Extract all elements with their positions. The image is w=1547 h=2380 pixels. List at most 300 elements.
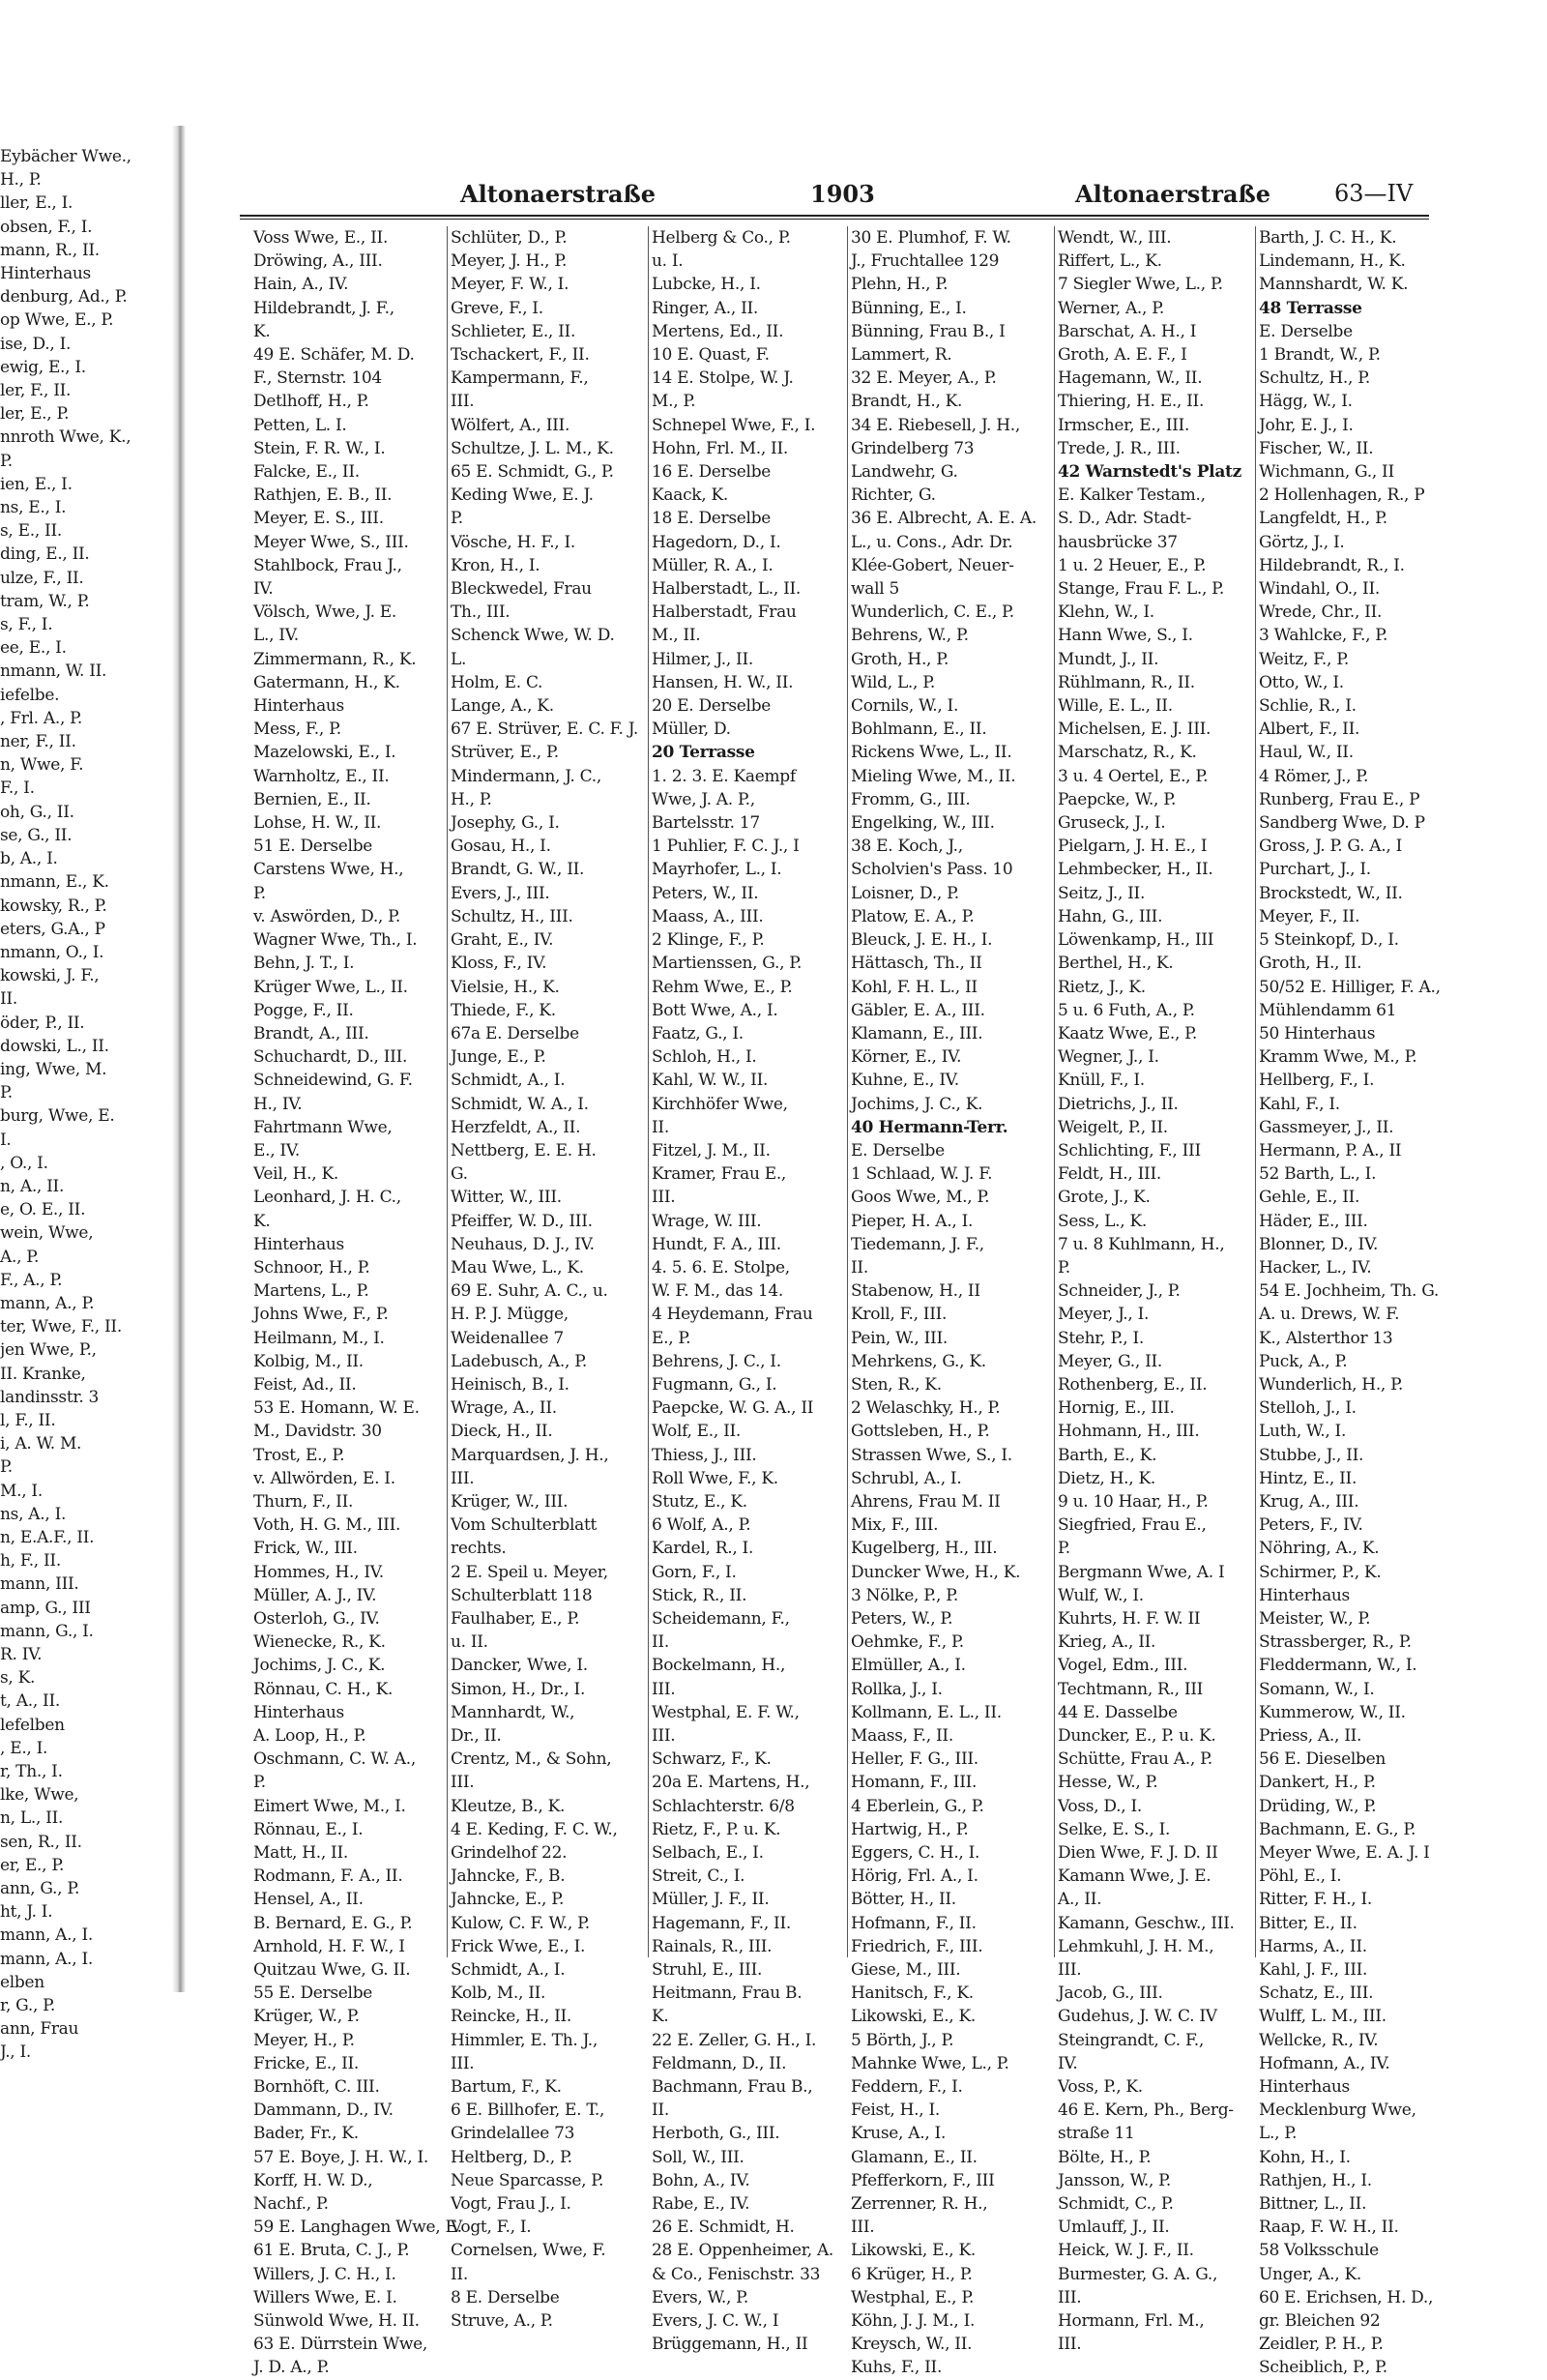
directory-entry: Quitzau Wwe, G. II.	[253, 1960, 411, 1981]
directory-entry: P.	[1058, 1539, 1070, 1559]
left-page-line: s, F., I.	[0, 615, 53, 635]
directory-entry: Schulterblatt 118	[451, 1585, 593, 1605]
directory-entry: Evers, J., III.	[451, 883, 550, 903]
directory-entry: Wölfert, A., III.	[451, 415, 570, 435]
directory-entry: Kahl, F., I.	[1259, 1094, 1340, 1114]
directory-entry: Strassberger, R., P.	[1259, 1632, 1412, 1653]
directory-entry: Mayrhofer, L., I.	[652, 860, 782, 880]
directory-entry: L., IV.	[253, 626, 299, 646]
directory-entry: Kugelberg, H., III.	[851, 1539, 998, 1559]
directory-entry: 2 Welaschky, H., P.	[851, 1398, 1001, 1419]
directory-entry: Hartwig, H., P.	[851, 1819, 969, 1839]
left-page-line: P.	[0, 451, 13, 471]
directory-entry: P.	[253, 883, 266, 903]
directory-entry: J. D. A., P.	[253, 2358, 330, 2378]
directory-entry: Müller, J. F., II.	[652, 1890, 770, 1910]
directory-entry: Mieling Wwe, M., II.	[851, 766, 1016, 786]
directory-entry: Mindermann, J. C.,	[451, 766, 601, 786]
directory-entry: Landwehr, G.	[851, 462, 958, 483]
left-page-fragment	[0, 145, 172, 2063]
directory-entry: 53 E. Homann, W. E.	[253, 1398, 420, 1419]
directory-entry: Wild, L., P.	[851, 672, 936, 692]
left-page-line: eters, G.A., P	[0, 919, 105, 939]
directory-entry: Westphal, E. F. W.,	[652, 1702, 800, 1722]
directory-entry: Meyer, G., II.	[1058, 1351, 1163, 1371]
directory-column-6	[1259, 226, 1450, 2378]
directory-entry: Wrede, Chr., II.	[1259, 602, 1383, 623]
directory-entry: Schmidt, A., I.	[451, 1960, 566, 1981]
header-right-title: Altonaerstraße	[1075, 180, 1271, 208]
directory-entry: Hättasch, Th., II	[851, 954, 982, 974]
left-page-line: ann, G., P.	[0, 1879, 80, 1899]
directory-entry: Bötter, H., II.	[851, 1890, 956, 1910]
directory-entry: Kollmann, E. L., II.	[851, 1702, 1002, 1722]
directory-entry: Heller, F. G., III.	[851, 1749, 978, 1770]
directory-entry: Gudehus, J. W. C. IV	[1058, 2007, 1217, 2027]
directory-entry: Kohn, H., I.	[1259, 2147, 1351, 2167]
directory-entry: II.	[652, 2101, 669, 2121]
directory-entry: Hagemann, F., II.	[652, 1913, 791, 1933]
directory-entry: 5 Steinkopf, D., I.	[1259, 930, 1399, 951]
directory-entry: III.	[652, 1726, 676, 1746]
directory-entry: Jahncke, F., B.	[451, 1866, 566, 1887]
left-page-line: n, E.A.F., II.	[0, 1527, 95, 1547]
directory-entry: Wille, E. L., II.	[1058, 696, 1173, 717]
left-page-line: lke, Wwe,	[0, 1785, 79, 1806]
left-page-line: sen, R., II.	[0, 1832, 82, 1852]
directory-entry: Barschat, A. H., I	[1058, 321, 1197, 341]
directory-column-1	[253, 226, 462, 2378]
directory-entry: Stelloh, J., I.	[1259, 1398, 1357, 1419]
directory-entry: Hinterhaus	[1259, 1585, 1350, 1605]
directory-entry: Evers, W., P.	[652, 2287, 748, 2307]
directory-entry: Werner, A., P.	[1058, 298, 1165, 318]
directory-entry: Richter, G.	[851, 485, 936, 506]
directory-entry: Scheiblich, P., P.	[1259, 2358, 1387, 2378]
directory-entry: Bleuck, J. E. H., I.	[851, 930, 993, 951]
directory-entry: Schütte, Frau A., P.	[1058, 1749, 1212, 1770]
directory-entry: Hohn, Frl. M., II.	[652, 438, 788, 458]
directory-entry: Eggers, C. H., I.	[851, 1843, 980, 1864]
directory-entry: Simon, H., Dr., I.	[451, 1679, 586, 1699]
directory-entry: 22 E. Zeller, G. H., I.	[652, 2030, 817, 2050]
directory-entry: Lehmkuhl, J. H. M.,	[1058, 1936, 1214, 1956]
left-page-line: P.	[0, 1083, 13, 1103]
directory-entry: Neuhaus, D. J., IV.	[451, 1234, 595, 1254]
left-page-line: mann, A., P.	[0, 1293, 95, 1313]
directory-entry: Hilmer, J., II.	[652, 649, 753, 669]
left-page-line: ter, Wwe, F., II.	[0, 1317, 122, 1337]
directory-entry: Struve, A., P.	[451, 2311, 553, 2332]
directory-entry: Mehrkens, G., K.	[851, 1351, 986, 1371]
directory-entry: 1 Puhlier, F. C. J., I	[652, 837, 800, 857]
directory-entry: Grindelberg 73	[851, 438, 975, 458]
left-page-line: F., A., P.	[0, 1270, 63, 1290]
directory-entry: Behrens, W., P.	[851, 626, 969, 646]
directory-entry: Rodmann, F. A., II.	[253, 1866, 403, 1887]
directory-entry: 4 Eberlein, G., P.	[851, 1796, 984, 1816]
directory-entry: Hann Wwe, S., I.	[1058, 626, 1193, 646]
directory-entry: Lohse, H. W., II.	[253, 813, 382, 834]
directory-entry: Zerrenner, R. H.,	[851, 2194, 988, 2215]
directory-entry: Hofmann, A., IV.	[1259, 2053, 1390, 2073]
directory-entry: Wunderlich, C. E., P.	[851, 602, 1014, 623]
directory-entry: Martienssen, G., P.	[652, 954, 803, 974]
directory-entry: 2 E. Speil u. Meyer,	[451, 1562, 608, 1582]
directory-entry: Blonner, D., IV.	[1259, 1234, 1379, 1254]
directory-entry: Frick, W., III.	[253, 1539, 358, 1559]
directory-column-5	[1058, 226, 1253, 2355]
directory-entry: M., Davidstr. 30	[253, 1422, 382, 1442]
directory-entry: 50 Hinterhaus	[1259, 1023, 1376, 1043]
directory-entry: 60 E. Erichsen, H. D.,	[1259, 2287, 1434, 2307]
directory-entry: Schloh, H., I.	[652, 1047, 757, 1068]
directory-entry: Krüger Wwe, L., II.	[253, 977, 408, 997]
directory-entry: Krieg, A., II.	[1058, 1632, 1156, 1653]
directory-entry: Gorn, F., I.	[652, 1562, 737, 1582]
directory-entry: Müller, D.	[652, 720, 731, 740]
directory-entry: Dieck, H., II.	[451, 1422, 553, 1442]
left-page-line: b, A., I.	[0, 849, 58, 869]
directory-entry: L., u. Cons., Adr. Dr.	[851, 532, 1013, 552]
left-page-line: nmann, O., I.	[0, 942, 104, 962]
directory-entry: Willers Wwe, E. I.	[253, 2287, 397, 2307]
directory-entry: Völsch, Wwe, J. E.	[253, 602, 396, 623]
directory-entry: Gruseck, J., I.	[1058, 813, 1166, 834]
directory-entry: J., Fruchtallee 129	[851, 251, 1000, 272]
directory-entry: 4. 5. 6. E. Stolpe,	[652, 1257, 790, 1278]
directory-entry: Holm, E. C.	[451, 672, 543, 692]
directory-entry: 1 u. 2 Heuer, E., P.	[1058, 555, 1207, 575]
directory-entry: 5 u. 6 Futh, A., P.	[1058, 1000, 1195, 1020]
directory-entry: Behn, J. T., I.	[253, 954, 355, 974]
directory-entry: Schultz, H., III.	[451, 906, 573, 926]
directory-entry: Johr, E. J., I.	[1259, 415, 1354, 435]
directory-entry: Trede, J. R., III.	[1058, 438, 1181, 458]
directory-entry: K., Alsterthor 13	[1259, 1328, 1393, 1348]
left-page-line: amp, G., III	[0, 1598, 91, 1618]
directory-entry: II.	[451, 2264, 468, 2284]
directory-entry: Schnepel Wwe, F., I.	[652, 415, 816, 435]
directory-entry: 46 E. Kern, Ph., Berg-	[1058, 2101, 1234, 2121]
left-page-line: , E., I.	[0, 1738, 48, 1758]
directory-entry: Schnoor, H., P.	[253, 1257, 370, 1278]
directory-entry: Giese, M., III.	[851, 1960, 961, 1981]
left-page-line: M., I.	[0, 1481, 43, 1501]
directory-entry: Martens, L., P.	[253, 1281, 369, 1302]
directory-entry: Vogel, Edm., III.	[1058, 1656, 1188, 1676]
directory-entry: Kruse, A., I.	[851, 2124, 947, 2144]
directory-entry: Dankert, H., P.	[1259, 1773, 1376, 1793]
directory-entry: 6 E. Billhofer, E. T.,	[451, 2101, 605, 2121]
directory-entry: Voss, D., I.	[1058, 1796, 1142, 1816]
directory-entry: Bohlmann, E., II.	[851, 720, 987, 740]
directory-entry: Kaack, K.	[652, 485, 729, 506]
directory-entry: 3 Nölke, P., P.	[851, 1585, 959, 1605]
directory-entry: W. F. M., das 14.	[652, 1281, 783, 1302]
left-page-line: ller, E., I.	[0, 193, 73, 214]
directory-entry: Sandberg Wwe, D. P	[1259, 813, 1425, 834]
directory-entry: E. Kalker Testam.,	[1058, 485, 1206, 506]
directory-entry: 61 E. Bruta, C. J., P.	[253, 2241, 410, 2261]
left-page-line: n, L., II.	[0, 1808, 64, 1829]
directory-entry: 5 Börth, J., P.	[851, 2030, 954, 2050]
directory-entry: Raap, F. W. H., II.	[1259, 2218, 1399, 2238]
directory-entry: Westphal, E., P.	[851, 2287, 975, 2307]
left-page-line: mann, III.	[0, 1574, 79, 1595]
directory-entry: Albert, F., II.	[1259, 720, 1360, 740]
left-page-line: ewig, E., I.	[0, 357, 86, 377]
directory-entry: Schultz, H., P.	[1259, 368, 1371, 389]
directory-entry: Roll Wwe, F., K.	[652, 1468, 778, 1488]
directory-entry: Bader, Fr., K.	[253, 2124, 359, 2144]
directory-entry: Mannhardt, W.,	[451, 1702, 575, 1722]
left-page-line: s, E., II.	[0, 521, 62, 542]
directory-entry: Krug, A., III.	[1259, 1491, 1359, 1512]
directory-entry: Somann, W., I.	[1259, 1679, 1375, 1699]
directory-entry: Vielsie, H., K.	[451, 977, 560, 997]
directory-entry: Hinterhaus	[1259, 2077, 1350, 2098]
directory-entry: 63 E. Dürrstein Wwe,	[253, 2335, 427, 2355]
directory-entry: Kuhs, F., II.	[851, 2358, 943, 2378]
left-page-line: ns, A., I.	[0, 1504, 67, 1524]
directory-entry: 28 E. Oppenheimer, A.	[652, 2241, 834, 2261]
directory-entry: Lange, A., K.	[451, 696, 554, 717]
directory-entry: 20 E. Derselbe	[652, 696, 772, 717]
directory-entry: Heick, W. J. F., II.	[1058, 2241, 1194, 2261]
directory-entry: B. Bernard, E. G., P.	[253, 1913, 413, 1933]
left-page-line: ler, E., P.	[0, 404, 70, 425]
directory-entry: Nettberg, E. E. H.	[451, 1140, 597, 1161]
left-page-line: i, A. W. M.	[0, 1434, 82, 1454]
directory-entry: 26 E. Schmidt, H.	[652, 2218, 795, 2238]
directory-entry: Voss, P., K.	[1058, 2077, 1143, 2098]
left-page-line: e, O. E., II.	[0, 1200, 86, 1220]
directory-entry: Fleddermann, W., I.	[1259, 1656, 1417, 1676]
directory-entry: Mertens, Ed., II.	[652, 321, 784, 341]
directory-entry: Wendt, W., III.	[1058, 228, 1172, 248]
directory-entry: Schrubl, A., I.	[851, 1468, 962, 1488]
directory-entry: G.	[451, 1164, 468, 1185]
left-page-line: öder, P., II.	[0, 1013, 85, 1033]
directory-entry: Kamann, Geschw., III.	[1058, 1913, 1235, 1933]
directory-entry: Vogt, Frau J., I.	[451, 2194, 571, 2215]
left-page-line: lefelben	[0, 1715, 65, 1735]
directory-entry: Groth, H., II.	[1259, 954, 1362, 974]
directory-entry: Fischer, W., II.	[1259, 438, 1374, 458]
directory-entry: Bockelmann, H.,	[652, 1656, 786, 1676]
directory-entry: Schlichting, F., III	[1058, 1140, 1201, 1161]
directory-entry: A. u. Drews, W. F.	[1259, 1305, 1400, 1325]
directory-entry: Kirchhöfer Wwe,	[652, 1094, 788, 1114]
left-page-line: Hinterhaus	[0, 264, 91, 284]
directory-entry: Meyer, J., I.	[1058, 1305, 1150, 1325]
directory-entry: Kolb, M., II.	[451, 1983, 546, 2004]
directory-entry: Loisner, D., P.	[851, 883, 959, 903]
directory-entry: Windahl, O., II.	[1259, 579, 1380, 600]
left-page-line: n, A., II.	[0, 1176, 65, 1196]
directory-entry: Meyer, J. H., P.	[451, 251, 568, 272]
left-page-line: ann, Frau	[0, 2019, 79, 2040]
directory-entry: Rollka, J., I.	[851, 1679, 943, 1699]
directory-entry: III.	[451, 392, 475, 412]
column-divider	[1255, 226, 1256, 1957]
directory-entry: E., P.	[652, 1328, 691, 1348]
directory-entry: P.	[451, 509, 463, 529]
directory-entry: Ladebusch, A., P.	[451, 1351, 587, 1371]
directory-entry: Schatz, E., III.	[1259, 1983, 1374, 2004]
directory-entry: Burmester, G. A. G.,	[1058, 2264, 1218, 2284]
left-page-line: kowsky, R., P.	[0, 896, 107, 916]
directory-entry: 20 Terrasse	[652, 743, 755, 763]
left-page-line: Eybächer Wwe.,	[0, 147, 131, 166]
directory-entry: Gäbler, E. A., III.	[851, 1000, 985, 1020]
directory-entry: 4 Heydemann, Frau	[652, 1305, 813, 1325]
left-page-line: r, Th., I.	[0, 1762, 63, 1782]
directory-entry: Rainals, R., III.	[652, 1936, 773, 1956]
directory-entry: Thiede, F., K.	[451, 1000, 556, 1020]
directory-entry: Mau Wwe, L., K.	[451, 1257, 584, 1278]
directory-entry: Zeidler, P. H., P.	[1259, 2335, 1384, 2355]
directory-entry: Löwenkamp, H., III	[1058, 930, 1214, 951]
directory-entry: Hinterhaus	[253, 1234, 344, 1254]
directory-entry: 1. 2. 3. E. Kaempf	[652, 766, 796, 786]
directory-entry: Bünning, E., I.	[851, 298, 967, 318]
directory-entry: Mix, F., III.	[851, 1515, 939, 1536]
left-page-line: R. IV.	[0, 1645, 43, 1664]
directory-entry: Otto, W., I.	[1259, 672, 1344, 692]
directory-entry: Crentz, M., & Sohn,	[451, 1749, 612, 1770]
directory-entry: Oschmann, C. W. A.,	[253, 1749, 416, 1770]
directory-entry: Riffert, L., K.	[1058, 251, 1162, 272]
directory-entry: Schlie, R., I.	[1259, 696, 1357, 717]
directory-entry: Vogt, F., I.	[451, 2218, 532, 2238]
directory-entry: 6 Krüger, H., P.	[851, 2264, 973, 2284]
directory-entry: Selke, E. S., I.	[1058, 1819, 1171, 1839]
directory-entry: F., Sternstr. 104	[253, 368, 382, 389]
directory-entry: Pfefferkorn, F., III	[851, 2170, 995, 2190]
directory-entry: Graht, E., IV.	[451, 930, 554, 951]
directory-entry: Langfeldt, H., P.	[1259, 509, 1387, 529]
directory-entry: Stutz, E., K.	[652, 1491, 747, 1512]
left-page-line: mann, G., I.	[0, 1621, 94, 1641]
header-year: 1903	[810, 180, 875, 208]
directory-entry: hausbrücke 37	[1058, 532, 1178, 552]
directory-entry: Brüggemann, H., II	[652, 2335, 808, 2355]
directory-entry: 40 Hermann-Terr.	[851, 1117, 1008, 1137]
directory-entry: Rehm Wwe, E., P.	[652, 977, 793, 997]
directory-entry: rechts.	[451, 1539, 507, 1559]
directory-entry: Haul, W., II.	[1259, 743, 1354, 763]
directory-entry: Schultze, J. L. M., K.	[451, 438, 614, 458]
directory-entry: Wienecke, R., K.	[253, 1632, 386, 1653]
directory-entry: Kleutze, B., K.	[451, 1796, 566, 1816]
directory-entry: Friedrich, F., III.	[851, 1936, 983, 1956]
header-rule	[240, 215, 1429, 220]
directory-entry: Paepcke, W. G. A., II	[652, 1398, 814, 1419]
directory-entry: 1 Schlaad, W. J. F.	[851, 1164, 993, 1185]
directory-entry: Detlhoff, H., P.	[253, 392, 369, 412]
left-page-line: ee, E., I.	[0, 638, 67, 659]
directory-entry: S. D., Adr. Stadt-	[1058, 509, 1191, 529]
directory-entry: Nachf., P.	[253, 2194, 329, 2215]
directory-entry: Dröwing, A., III.	[253, 251, 383, 272]
directory-entry: III.	[652, 1679, 676, 1699]
left-page-line: ns, E., I.	[0, 498, 67, 518]
directory-entry: Siegfried, Frau E.,	[1058, 1515, 1207, 1536]
directory-entry: Harms, A., II.	[1259, 1936, 1367, 1956]
directory-entry: 59 E. Langhagen Wwe, E.	[253, 2218, 462, 2238]
directory-entry: Hohmann, H., III.	[1058, 1422, 1200, 1442]
directory-entry: 57 E. Boye, J. H. W., I.	[253, 2147, 429, 2167]
directory-entry: Meyer, H., P.	[253, 2030, 355, 2050]
directory-entry: 14 E. Stolpe, W. J.	[652, 368, 794, 389]
directory-entry: Klehn, W., I.	[1058, 602, 1154, 623]
directory-entry: 42 Warnstedt's Platz	[1058, 462, 1241, 483]
directory-entry: Mahnke Wwe, L., P.	[851, 2053, 1009, 2073]
directory-entry: 7 Siegler Wwe, L., P.	[1058, 275, 1223, 295]
left-page-line: dowski, L., II.	[0, 1036, 109, 1056]
directory-entry: Meyer Wwe, S., III.	[253, 532, 409, 552]
directory-entry: Bachmann, Frau B.,	[652, 2077, 813, 2098]
directory-entry: 65 E. Schmidt, G., P.	[451, 462, 614, 483]
directory-entry: Selbach, E., I.	[652, 1843, 764, 1864]
directory-entry: Hahn, G., III.	[1058, 906, 1163, 926]
directory-entry: III.	[851, 2218, 875, 2238]
directory-entry: Frick Wwe, E., I.	[451, 1936, 586, 1956]
directory-entry: Brandt, A., III.	[253, 1023, 369, 1043]
directory-entry: 9 u. 10 Haar, H., P.	[1058, 1491, 1209, 1512]
directory-column-4	[851, 226, 1052, 2378]
directory-entry: Rietz, J., K.	[1058, 977, 1146, 997]
directory-entry: Keding Wwe, E. J.	[451, 485, 594, 506]
directory-entry: IV.	[1058, 2053, 1078, 2073]
directory-entry: Wrage, A., II.	[451, 1398, 557, 1419]
directory-entry: Runberg, Frau E., P	[1259, 789, 1420, 809]
directory-entry: Luth, W., I.	[1259, 1422, 1347, 1442]
page-header	[232, 180, 1431, 213]
left-page-line: nmann, E., K.	[0, 872, 109, 893]
directory-entry: Bitter, E., II.	[1259, 1913, 1357, 1933]
directory-entry: Schmidt, W. A., I.	[451, 1094, 589, 1114]
directory-entry: Jansson, W., P.	[1058, 2170, 1171, 2190]
directory-entry: Drüding, W., P.	[1259, 1796, 1377, 1816]
directory-entry: 2 Hollenhagen, R., P	[1259, 485, 1425, 506]
directory-entry: Ahrens, Frau M. II	[851, 1491, 1001, 1512]
directory-entry: 67 E. Strüver, E. C. F. J.	[451, 720, 639, 740]
directory-entry: Barth, J. C. H., K.	[1259, 228, 1397, 248]
directory-entry: Soll, W., III.	[652, 2147, 744, 2167]
directory-entry: & Co., Fenischstr. 33	[652, 2264, 821, 2284]
directory-entry: Strassen Wwe, S., I.	[851, 1445, 1012, 1465]
directory-entry: 2 Klinge, F., P.	[652, 930, 765, 951]
directory-entry: A. Loop, H., P.	[253, 1726, 366, 1746]
directory-entry: III.	[1058, 2335, 1082, 2355]
directory-entry: Kloss, F., IV.	[451, 954, 547, 974]
directory-entry: Bittner, L., II.	[1259, 2194, 1367, 2215]
directory-entry: Barth, E., K.	[1058, 1445, 1157, 1465]
directory-entry: Neue Sparcasse, P.	[451, 2170, 604, 2190]
directory-entry: Hornig, E., III.	[1058, 1398, 1175, 1419]
left-page-line: r, G., P.	[0, 1996, 55, 2016]
directory-entry: Goos Wwe, M., P.	[851, 1188, 990, 1208]
directory-entry: v. Allwörden, E. I.	[253, 1468, 395, 1488]
left-page-line: mann, R., II.	[0, 240, 100, 260]
directory-entry: Grote, J., K.	[1058, 1188, 1151, 1208]
directory-entry: Kramer, Frau E.,	[652, 1164, 787, 1185]
left-page-line: elben	[0, 1972, 44, 1992]
directory-entry: Th., III.	[451, 602, 511, 623]
